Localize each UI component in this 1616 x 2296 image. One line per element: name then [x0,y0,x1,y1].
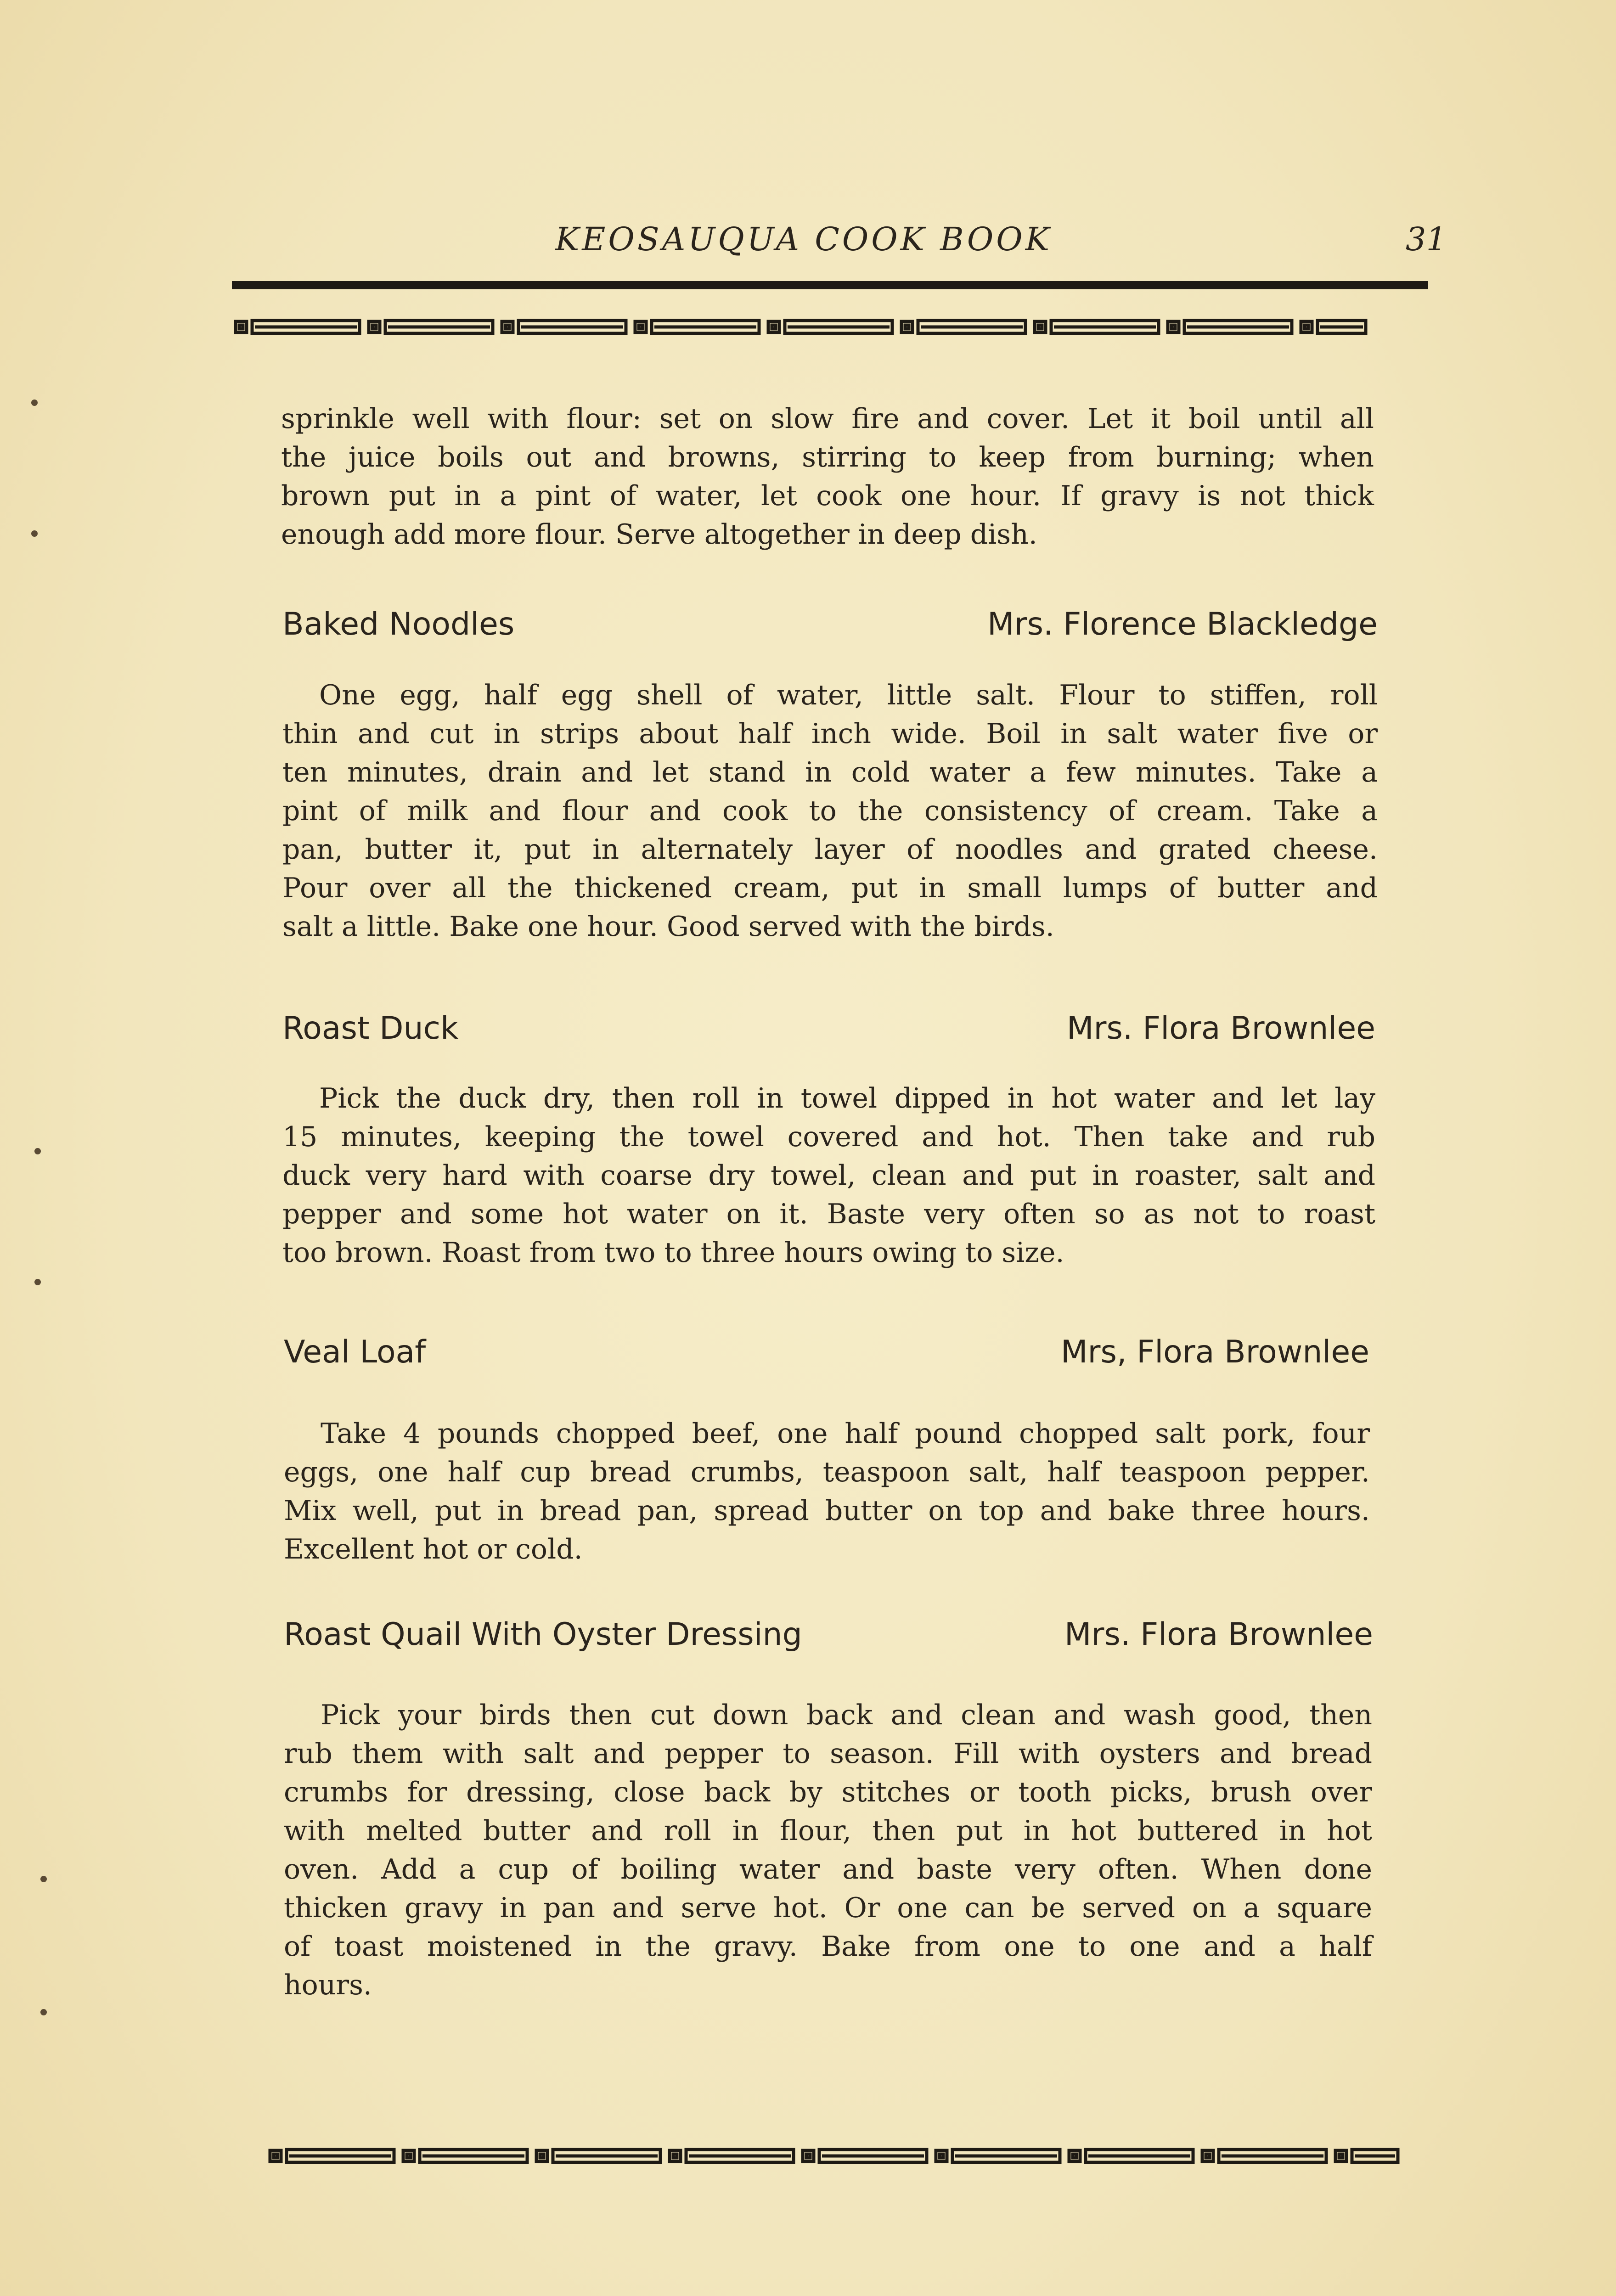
recipe-body [284,1414,1370,1569]
recipe-title: Roast Quail With Oyster Dressing [284,1616,802,1653]
binding-mark [34,1148,41,1154]
text-line: eggs, one half cup bread crumbs, teaspoon salt, half teaspoon pepper. [284,1456,1370,1488]
text-line: ten minutes, drain and let stand in cold water a few minutes. Take a [282,756,1378,788]
recipe-body [284,1696,1372,2004]
border-square-inner [1073,2154,1076,2158]
binding-mark [40,1876,47,1882]
recipe-title: Veal Loaf [284,1334,426,1370]
text-line: duck very hard with coarse dry towel, clean and put in roaster, salt and [282,1159,1375,1192]
recipe-title: Baked Noodles [282,606,515,642]
border-square [803,2150,814,2161]
text-line: crumbs for dressing, close back by stitches or tooth picks, brush over [284,1776,1372,1808]
border-square-inner [639,325,642,329]
recipe-body [282,1079,1375,1272]
text-line: sprinkle well with flour: set on slow fire and cover. Let it boil until all [281,403,1374,435]
border-square [768,321,779,332]
text-line: One egg, half egg shell of water, little salt. Flour to stiffen, roll [319,679,1378,711]
binding-mark [40,2009,47,2015]
greek-key-border-top [232,318,1368,336]
border-square [1335,2150,1346,2161]
border-square [270,2150,281,2161]
text-line: hours. [284,1969,372,2001]
border-square-inner [1305,325,1308,329]
border-square-inner [1339,2154,1343,2158]
border-square [403,2150,414,2161]
border-square [1035,321,1046,332]
border-square-inner [274,2154,277,2158]
text-line: with melted butter and roll in flour, then put in hot buttered in hot [284,1815,1372,1847]
border-square [502,321,513,332]
text-line: Excellent hot or cold. [284,1533,583,1565]
recipe-author: Mrs. Flora Brownlee [1066,1010,1375,1047]
border-square [1069,2150,1080,2161]
border-square [635,321,646,332]
border-square-inner [506,325,509,329]
recipe-author: Mrs. Flora Brownlee [1064,1616,1373,1653]
text-line: pepper and some hot water on it. Baste very often so as not to roast [282,1198,1375,1230]
border-square-inner [1038,325,1042,329]
recipe-title: Roast Duck [282,1010,459,1047]
border-square [536,2150,547,2161]
border-square [1168,321,1179,332]
text-line: rub them with salt and pepper to season. Fill with oysters and bread [284,1738,1372,1770]
text-line: brown put in a pint of water, let cook one hour. If gravy is not thick [281,480,1374,512]
border-square-inner [940,2154,943,2158]
binding-mark [31,530,38,537]
border-square-inner [407,2154,411,2158]
text-line: Pour over all the thickened cream, put in small lumps of butter and [282,872,1378,904]
binding-mark [34,1279,41,1285]
border-square [670,2150,681,2161]
border-square-inner [239,325,243,329]
text-line: of toast moistened in the gravy. Bake from one to one and a half [284,1930,1372,1963]
greek-key-border-bottom [266,2147,1401,2165]
border-square-inner [540,2154,544,2158]
border-square [1202,2150,1213,2161]
border-square [936,2150,947,2161]
border-square-inner [673,2154,677,2158]
text-line: 15 minutes, keeping the towel covered and hot. Then take and rub [282,1121,1375,1153]
text-line: enough add more flour. Serve altogether in deep dish. [281,518,1037,551]
page-number: 31 [1405,220,1447,258]
text-line: the juice boils out and browns, stirring to keep from burning; when [281,441,1374,473]
text-line: pan, butter it, put in alternately layer of noodles and grated cheese. [282,833,1378,866]
text-line: Pick the duck dry, then roll in towel dipped in hot water and let lay [319,1082,1375,1114]
binding-mark [31,400,38,406]
recipe-author: Mrs. Florence Blackledge [987,606,1378,642]
text-line: oven. Add a cup of boiling water and baste very often. When done [284,1853,1372,1885]
border-square-inner [772,325,776,329]
border-square [236,321,247,332]
text-line: salt a little. Bake one hour. Good served with the birds. [282,911,1054,943]
border-square [369,321,380,332]
text-line: Take 4 pounds chopped beef, one half pound chopped salt pork, four [321,1418,1370,1450]
text-line: thin and cut in strips about half inch wide. Boil in salt water five or [282,718,1378,750]
recipe-body [282,676,1378,946]
running-header-title: KEOSAUQUA COOK BOOK [555,220,1052,258]
border-square-inner [905,325,909,329]
border-square-inner [1171,325,1175,329]
intro-paragraph [281,400,1374,554]
border-square-inner [806,2154,810,2158]
text-line: too brown. Roast from two to three hours owing to size. [282,1237,1064,1269]
text-line: thicken gravy in pan and serve hot. Or one can be served on a square [284,1892,1372,1924]
border-square-inner [372,325,376,329]
text-line: pint of milk and flour and cook to the consistency of cream. Take a [282,795,1378,827]
border-square [1301,321,1312,332]
recipe-author: Mrs, Flora Brownlee [1060,1334,1369,1370]
header-rule [232,281,1428,289]
text-line: Pick your birds then cut down back and clean and wash good, then [321,1699,1372,1731]
text-line: Mix well, put in bread pan, spread butter on top and bake three hours. [284,1495,1370,1527]
border-square-inner [1206,2154,1210,2158]
border-square [901,321,912,332]
